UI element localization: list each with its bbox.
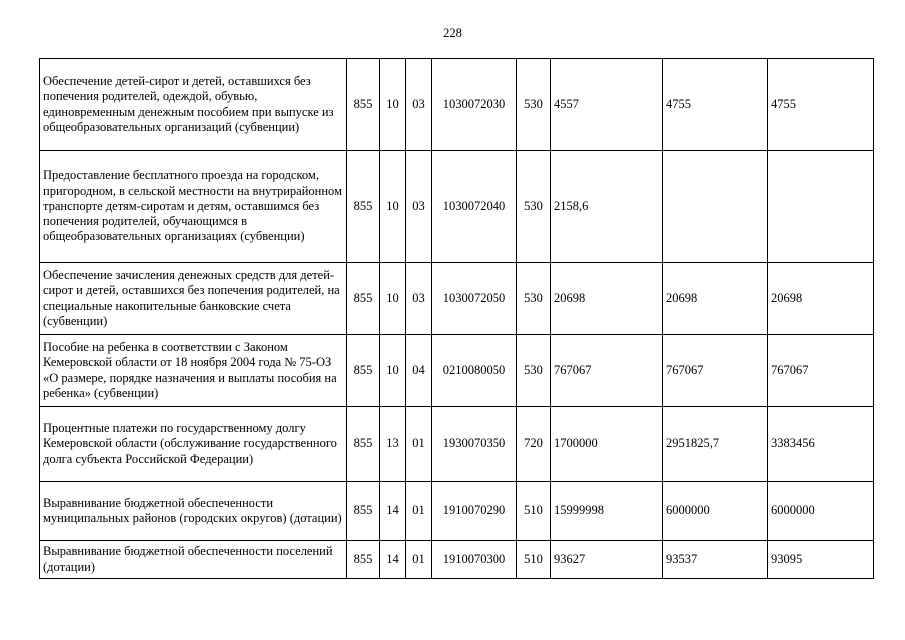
amount-year3-cell: 4755	[768, 59, 874, 151]
grbs-code-cell: 855	[347, 482, 380, 541]
amount-year2-cell: 6000000	[663, 482, 768, 541]
amount-year1-cell: 767067	[551, 335, 663, 407]
row-name-cell: Выравнивание бюджетной обеспеченности поселений (дотации)	[40, 541, 347, 579]
subsection-code-cell: 03	[406, 151, 432, 263]
amount-year2-cell: 767067	[663, 335, 768, 407]
table-row	[40, 59, 874, 151]
subsection-code-cell: 01	[406, 407, 432, 482]
table-row	[40, 541, 874, 579]
amount-year3-cell: 20698	[768, 263, 874, 335]
subsection-code-cell: 03	[406, 59, 432, 151]
expense-type-cell: 530	[517, 59, 551, 151]
table-row	[40, 407, 874, 482]
grbs-code-cell: 855	[347, 335, 380, 407]
section-code-cell: 10	[380, 335, 406, 407]
amount-year2-cell	[663, 151, 768, 263]
expense-type-cell: 510	[517, 482, 551, 541]
amount-year2-cell: 4755	[663, 59, 768, 151]
target-article-cell: 1930070350	[432, 407, 517, 482]
expense-type-cell: 510	[517, 541, 551, 579]
amount-year1-cell: 15999998	[551, 482, 663, 541]
table-row	[40, 482, 874, 541]
table-row	[40, 151, 874, 263]
amount-year3-cell	[768, 151, 874, 263]
grbs-code-cell: 855	[347, 59, 380, 151]
grbs-code-cell: 855	[347, 407, 380, 482]
section-code-cell: 10	[380, 151, 406, 263]
target-article-cell: 1910070300	[432, 541, 517, 579]
amount-year3-cell: 6000000	[768, 482, 874, 541]
amount-year3-cell: 93095	[768, 541, 874, 579]
row-name-cell: Выравнивание бюджетной обеспеченности муниципальных районов (городских округов) (дотации)	[40, 482, 347, 541]
grbs-code-cell: 855	[347, 263, 380, 335]
row-name-cell: Обеспечение детей-сирот и детей, оставшихся без попечения родителей, одеждой, обувью, единовременным денежным пособием при выпуске из общеобразовательных организаций (субвенции)	[40, 59, 347, 151]
row-name-cell: Пособие на ребенка в соответствии с Законом Кемеровской области от 18 ноября 2004 года № 75-ОЗ «О размере, порядке назначения и выплаты пособия на ребенка» (субвенции)	[40, 335, 347, 407]
amount-year3-cell: 3383456	[768, 407, 874, 482]
expense-type-cell: 530	[517, 151, 551, 263]
section-code-cell: 13	[380, 407, 406, 482]
row-name-cell: Процентные платежи по государственному долгу Кемеровской области (обслуживание государственного долга субъекта Российской Федерации)	[40, 407, 347, 482]
page-number: 228	[443, 26, 462, 40]
grbs-code-cell: 855	[347, 541, 380, 579]
amount-year1-cell: 93627	[551, 541, 663, 579]
expense-type-cell: 530	[517, 263, 551, 335]
amount-year1-cell: 1700000	[551, 407, 663, 482]
budget-table	[39, 58, 874, 579]
target-article-cell: 1030072050	[432, 263, 517, 335]
table-row	[40, 335, 874, 407]
subsection-code-cell: 04	[406, 335, 432, 407]
amount-year1-cell: 20698	[551, 263, 663, 335]
amount-year1-cell: 4557	[551, 59, 663, 151]
subsection-code-cell: 03	[406, 263, 432, 335]
subsection-code-cell: 01	[406, 541, 432, 579]
target-article-cell: 1030072030	[432, 59, 517, 151]
section-code-cell: 14	[380, 482, 406, 541]
target-article-cell: 1030072040	[432, 151, 517, 263]
target-article-cell: 0210080050	[432, 335, 517, 407]
amount-year3-cell: 767067	[768, 335, 874, 407]
row-name-cell: Обеспечение зачисления денежных средств для детей-сирот и детей, оставшихся без попечения родителей, на специальные накопительные банковские счета (субвенции)	[40, 263, 347, 335]
amount-year2-cell: 2951825,7	[663, 407, 768, 482]
target-article-cell: 1910070290	[432, 482, 517, 541]
grbs-code-cell: 855	[347, 151, 380, 263]
subsection-code-cell: 01	[406, 482, 432, 541]
table-row	[40, 263, 874, 335]
amount-year1-cell: 2158,6	[551, 151, 663, 263]
amount-year2-cell: 93537	[663, 541, 768, 579]
expense-type-cell: 720	[517, 407, 551, 482]
row-name-cell: Предоставление бесплатного проезда на городском, пригородном, в сельской местности на внутрирайонном транспорте детям-сиротам и детям, оставшимся без попечения родителей, обучающимся в общеобразовательных организациях (субвенции)	[40, 151, 347, 263]
expense-type-cell: 530	[517, 335, 551, 407]
section-code-cell: 10	[380, 263, 406, 335]
section-code-cell: 10	[380, 59, 406, 151]
section-code-cell: 14	[380, 541, 406, 579]
amount-year2-cell: 20698	[663, 263, 768, 335]
